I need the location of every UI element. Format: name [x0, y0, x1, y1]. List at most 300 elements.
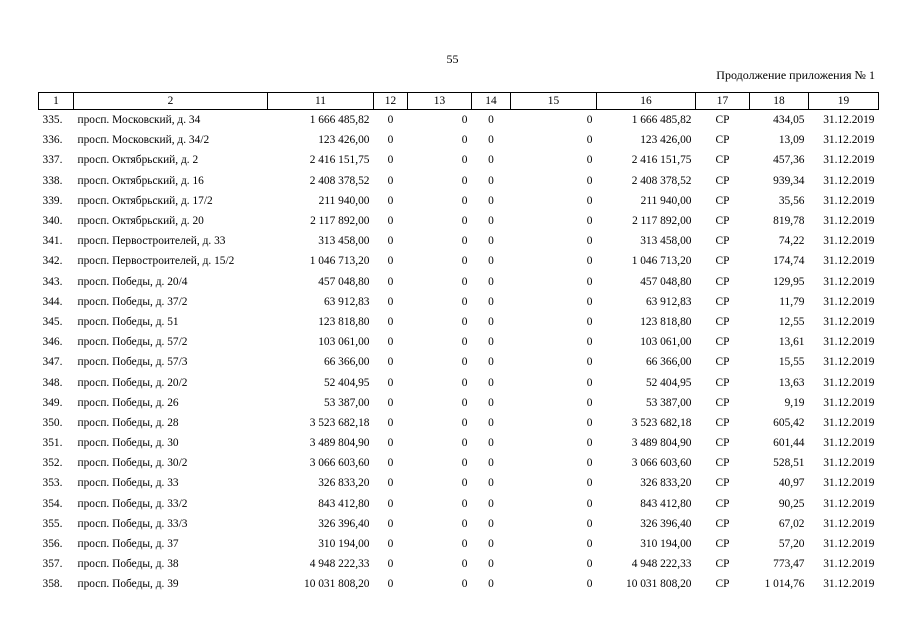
value-cell: 1 666 485,82	[631, 114, 692, 127]
value-cell: 313 458,00	[640, 235, 692, 248]
table-row	[39, 191, 879, 211]
value-cell: 0	[387, 114, 394, 127]
code-cell: СР	[715, 215, 730, 228]
value-cell: 0	[461, 376, 468, 389]
date-cell: 31.12.2019	[823, 437, 875, 450]
table-row	[39, 352, 879, 372]
code-cell: СР	[715, 517, 730, 530]
value-cell: 0	[586, 538, 593, 551]
date-cell: 31.12.2019	[823, 154, 875, 167]
row-number: 356.	[42, 538, 63, 551]
value-cell: 0	[387, 134, 394, 147]
col-header: 18	[750, 93, 809, 110]
table-row	[39, 292, 879, 312]
value-cell: 0	[488, 154, 494, 167]
value-cell: 0	[488, 255, 494, 268]
code-cell: СР	[715, 275, 730, 288]
col-header: 14	[472, 93, 511, 110]
value-cell: 0	[488, 275, 494, 288]
value-cell: 0	[586, 376, 593, 389]
table-row	[39, 211, 879, 231]
value-cell: 0	[387, 154, 394, 167]
value-cell: 0	[586, 578, 593, 591]
address-cell: просп. Октябрьский, д. 20	[77, 215, 204, 228]
value-cell: 4 948 222,33	[309, 558, 370, 571]
value-cell: 0	[586, 558, 593, 571]
value-cell: 0	[387, 416, 394, 429]
value-cell: 0	[387, 578, 394, 591]
code-cell: СР	[715, 336, 730, 349]
row-number: 344.	[42, 295, 63, 308]
value-cell: 0	[387, 558, 394, 571]
table-row	[39, 413, 879, 433]
data-table	[38, 92, 879, 595]
row-number: 337.	[42, 154, 63, 167]
value-cell: 605,42	[773, 416, 805, 429]
table-row	[39, 554, 879, 574]
header-row	[39, 93, 879, 110]
code-cell: СР	[715, 538, 730, 551]
value-cell: 13,63	[778, 376, 805, 389]
value-cell: 0	[488, 134, 494, 147]
col-header: 15	[511, 93, 597, 110]
date-cell: 31.12.2019	[823, 194, 875, 207]
col-header: 11	[268, 93, 374, 110]
col-header: 19	[809, 93, 879, 110]
address-cell: просп. Победы, д. 57/2	[77, 336, 188, 349]
value-cell: 0	[461, 416, 468, 429]
table-row	[39, 231, 879, 251]
code-cell: СР	[715, 114, 730, 127]
value-cell: 0	[461, 235, 468, 248]
value-cell: 0	[586, 517, 593, 530]
address-cell: просп. Первостроителей, д. 33	[77, 235, 226, 248]
table-row	[39, 372, 879, 392]
address-cell: просп. Октябрьский, д. 2	[77, 154, 199, 167]
value-cell: 0	[461, 396, 468, 409]
value-cell: 0	[586, 437, 593, 450]
address-cell: просп. Победы, д. 26	[77, 396, 179, 409]
value-cell: 0	[387, 255, 394, 268]
date-cell: 31.12.2019	[823, 295, 875, 308]
code-cell: СР	[715, 416, 730, 429]
value-cell: 0	[586, 235, 593, 248]
value-cell: 66 366,00	[645, 356, 692, 369]
value-cell: 326 833,20	[318, 477, 370, 490]
code-cell: СР	[715, 437, 730, 450]
date-cell: 31.12.2019	[823, 255, 875, 268]
value-cell: 0	[461, 114, 468, 127]
address-cell: просп. Победы, д. 51	[77, 315, 179, 328]
address-cell: просп. Победы, д. 33/3	[77, 517, 188, 530]
value-cell: 57,20	[778, 538, 805, 551]
address-cell: просп. Московский, д. 34/2	[77, 134, 210, 147]
value-cell: 2 408 378,52	[631, 174, 692, 187]
value-cell: 13,61	[778, 336, 805, 349]
code-cell: СР	[715, 174, 730, 187]
value-cell: 326 396,40	[318, 517, 370, 530]
value-cell: 0	[387, 437, 394, 450]
value-cell: 3 489 804,90	[309, 437, 370, 450]
address-cell: просп. Победы, д. 30/2	[77, 457, 188, 470]
value-cell: 3 066 603,60	[631, 457, 692, 470]
value-cell: 0	[488, 235, 494, 248]
row-number: 351.	[42, 437, 63, 450]
value-cell: 52 404,95	[645, 376, 692, 389]
table-row	[39, 251, 879, 271]
row-number: 347.	[42, 356, 63, 369]
value-cell: 0	[488, 437, 494, 450]
value-cell: 819,78	[773, 215, 805, 228]
value-cell: 0	[387, 174, 394, 187]
value-cell: 0	[387, 497, 394, 510]
value-cell: 0	[461, 538, 468, 551]
value-cell: 0	[488, 376, 494, 389]
value-cell: 0	[586, 315, 593, 328]
value-cell: 0	[586, 336, 593, 349]
row-number: 352.	[42, 457, 63, 470]
value-cell: 0	[387, 235, 394, 248]
value-cell: 0	[586, 215, 593, 228]
row-number: 336.	[42, 134, 63, 147]
date-cell: 31.12.2019	[823, 538, 875, 551]
value-cell: 103 061,00	[640, 336, 692, 349]
value-cell: 0	[488, 477, 494, 490]
value-cell: 123 426,00	[640, 134, 692, 147]
value-cell: 0	[488, 295, 494, 308]
address-cell: просп. Победы, д. 39	[77, 578, 179, 591]
date-cell: 31.12.2019	[823, 578, 875, 591]
page-number: 55	[446, 52, 459, 66]
value-cell: 0	[461, 215, 468, 228]
value-cell: 0	[586, 134, 593, 147]
code-cell: СР	[715, 396, 730, 409]
value-cell: 63 912,83	[645, 295, 692, 308]
table-row	[39, 272, 879, 292]
address-cell: просп. Октябрьский, д. 17/2	[77, 194, 213, 207]
value-cell: 9,19	[784, 396, 805, 409]
address-cell: просп. Московский, д. 34	[77, 114, 201, 127]
code-cell: СР	[715, 295, 730, 308]
table-row	[39, 171, 879, 191]
value-cell: 310 194,00	[640, 538, 692, 551]
value-cell: 0	[387, 275, 394, 288]
value-cell: 0	[488, 336, 494, 349]
address-cell: просп. Первостроителей, д. 15/2	[77, 255, 235, 268]
row-number: 348.	[42, 376, 63, 389]
value-cell: 13,09	[778, 134, 805, 147]
date-cell: 31.12.2019	[823, 376, 875, 389]
code-cell: СР	[715, 154, 730, 167]
date-cell: 31.12.2019	[823, 558, 875, 571]
date-cell: 31.12.2019	[823, 315, 875, 328]
value-cell: 35,56	[778, 194, 805, 207]
value-cell: 326 833,20	[640, 477, 692, 490]
value-cell: 90,25	[778, 497, 805, 510]
address-cell: просп. Победы, д. 57/3	[77, 356, 188, 369]
date-cell: 31.12.2019	[823, 134, 875, 147]
value-cell: 123 426,00	[318, 134, 370, 147]
code-cell: СР	[715, 134, 730, 147]
col-header: 16	[597, 93, 696, 110]
value-cell: 0	[387, 538, 394, 551]
date-cell: 31.12.2019	[823, 215, 875, 228]
row-number: 358.	[42, 578, 63, 591]
code-cell: СР	[715, 558, 730, 571]
date-cell: 31.12.2019	[823, 416, 875, 429]
value-cell: 0	[488, 497, 494, 510]
value-cell: 0	[586, 174, 593, 187]
value-cell: 434,05	[773, 114, 805, 127]
value-cell: 0	[387, 336, 394, 349]
value-cell: 0	[387, 396, 394, 409]
table-row	[39, 453, 879, 473]
col-header: 2	[74, 93, 268, 110]
value-cell: 0	[461, 517, 468, 530]
date-cell: 31.12.2019	[823, 174, 875, 187]
value-cell: 0	[586, 154, 593, 167]
value-cell: 601,44	[773, 437, 805, 450]
table-row	[39, 150, 879, 170]
address-cell: просп. Победы, д. 38	[77, 558, 179, 571]
value-cell: 0	[461, 315, 468, 328]
value-cell: 66 366,00	[323, 356, 370, 369]
code-cell: СР	[715, 255, 730, 268]
value-cell: 12,55	[778, 315, 805, 328]
value-cell: 40,97	[778, 477, 805, 490]
value-cell: 0	[488, 538, 494, 551]
row-number: 355.	[42, 517, 63, 530]
table-row	[39, 534, 879, 554]
value-cell: 3 489 804,90	[631, 437, 692, 450]
value-cell: 1 046 713,20	[631, 255, 692, 268]
value-cell: 0	[586, 396, 593, 409]
value-cell: 3 523 682,18	[631, 416, 692, 429]
value-cell: 0	[488, 558, 494, 571]
row-number: 335.	[42, 114, 63, 127]
table-row	[39, 494, 879, 514]
value-cell: 0	[461, 295, 468, 308]
value-cell: 1 014,76	[764, 578, 805, 591]
value-cell: 1 046 713,20	[309, 255, 370, 268]
value-cell: 0	[586, 295, 593, 308]
value-cell: 310 194,00	[318, 538, 370, 551]
value-cell: 2 408 378,52	[309, 174, 370, 187]
date-cell: 31.12.2019	[823, 396, 875, 409]
value-cell: 0	[387, 477, 394, 490]
date-cell: 31.12.2019	[823, 336, 875, 349]
value-cell: 0	[488, 457, 494, 470]
value-cell: 211 940,00	[640, 194, 692, 207]
value-cell: 3 066 603,60	[309, 457, 370, 470]
address-cell: просп. Победы, д. 20/2	[77, 376, 188, 389]
address-cell: просп. Октябрьский, д. 16	[77, 174, 204, 187]
value-cell: 0	[488, 174, 494, 187]
value-cell: 15,55	[778, 356, 805, 369]
value-cell: 0	[461, 174, 468, 187]
table-row	[39, 393, 879, 413]
value-cell: 2 117 892,00	[632, 215, 692, 228]
row-number: 338.	[42, 174, 63, 187]
value-cell: 0	[488, 114, 494, 127]
value-cell: 0	[387, 356, 394, 369]
value-cell: 53 387,00	[323, 396, 370, 409]
col-header: 1	[39, 93, 74, 110]
value-cell: 0	[461, 477, 468, 490]
value-cell: 326 396,40	[640, 517, 692, 530]
table-row	[39, 473, 879, 493]
value-cell: 0	[461, 336, 468, 349]
address-cell: просп. Победы, д. 20/4	[77, 275, 188, 288]
value-cell: 123 818,80	[318, 315, 370, 328]
value-cell: 123 818,80	[640, 315, 692, 328]
value-cell: 0	[586, 477, 593, 490]
date-cell: 31.12.2019	[823, 114, 875, 127]
value-cell: 3 523 682,18	[309, 416, 370, 429]
value-cell: 843 412,80	[640, 497, 692, 510]
date-cell: 31.12.2019	[823, 457, 875, 470]
value-cell: 0	[387, 215, 394, 228]
row-number: 342.	[42, 255, 63, 268]
value-cell: 843 412,80	[318, 497, 370, 510]
continuation-label: Продолжение приложения № 1	[716, 68, 875, 82]
code-cell: СР	[715, 194, 730, 207]
table-row	[39, 433, 879, 453]
value-cell: 67,02	[778, 517, 805, 530]
value-cell: 2 416 151,75	[309, 154, 370, 167]
value-cell: 939,34	[773, 174, 805, 187]
code-cell: СР	[715, 235, 730, 248]
row-number: 350.	[42, 416, 63, 429]
col-header: 12	[374, 93, 408, 110]
value-cell: 0	[586, 356, 593, 369]
address-cell: просп. Победы, д. 33	[77, 477, 179, 490]
value-cell: 0	[387, 457, 394, 470]
value-cell: 0	[461, 497, 468, 510]
date-cell: 31.12.2019	[823, 356, 875, 369]
value-cell: 103 061,00	[318, 336, 370, 349]
value-cell: 0	[488, 396, 494, 409]
value-cell: 528,51	[773, 457, 805, 470]
value-cell: 0	[461, 356, 468, 369]
value-cell: 0	[461, 558, 468, 571]
value-cell: 0	[586, 275, 593, 288]
value-cell: 0	[387, 295, 394, 308]
value-cell: 0	[387, 194, 394, 207]
value-cell: 53 387,00	[645, 396, 692, 409]
value-cell: 0	[586, 457, 593, 470]
value-cell: 0	[461, 275, 468, 288]
value-cell: 0	[488, 315, 494, 328]
row-number: 339.	[42, 194, 63, 207]
value-cell: 0	[461, 457, 468, 470]
row-number: 353.	[42, 477, 63, 490]
col-header: 17	[696, 93, 750, 110]
row-number: 349.	[42, 396, 63, 409]
value-cell: 457,36	[773, 154, 805, 167]
code-cell: СР	[715, 457, 730, 470]
value-cell: 457 048,80	[640, 275, 692, 288]
value-cell: 0	[586, 194, 593, 207]
col-header: 13	[408, 93, 472, 110]
value-cell: 52 404,95	[323, 376, 370, 389]
value-cell: 129,95	[773, 275, 805, 288]
value-cell: 0	[488, 578, 494, 591]
table-row	[39, 110, 879, 131]
value-cell: 313 458,00	[318, 235, 370, 248]
table-row	[39, 312, 879, 332]
value-cell: 0	[387, 517, 394, 530]
value-cell: 2 416 151,75	[631, 154, 692, 167]
address-cell: просп. Победы, д. 28	[77, 416, 179, 429]
value-cell: 0	[461, 134, 468, 147]
row-number: 340.	[42, 215, 63, 228]
row-number: 357.	[42, 558, 63, 571]
date-cell: 31.12.2019	[823, 275, 875, 288]
address-cell: просп. Победы, д. 37	[77, 538, 179, 551]
value-cell: 0	[488, 416, 494, 429]
value-cell: 457 048,80	[318, 275, 370, 288]
value-cell: 63 912,83	[323, 295, 370, 308]
value-cell: 74,22	[778, 235, 805, 248]
value-cell: 174,74	[773, 255, 805, 268]
value-cell: 4 948 222,33	[631, 558, 692, 571]
code-cell: СР	[715, 356, 730, 369]
date-cell: 31.12.2019	[823, 497, 875, 510]
value-cell: 0	[586, 114, 593, 127]
value-cell: 10 031 808,20	[626, 578, 692, 591]
value-cell: 211 940,00	[318, 194, 370, 207]
value-cell: 0	[488, 215, 494, 228]
value-cell: 0	[461, 437, 468, 450]
value-cell: 0	[461, 255, 468, 268]
value-cell: 0	[461, 194, 468, 207]
value-cell: 0	[387, 315, 394, 328]
code-cell: СР	[715, 477, 730, 490]
code-cell: СР	[715, 497, 730, 510]
code-cell: СР	[715, 376, 730, 389]
code-cell: СР	[715, 578, 730, 591]
value-cell: 0	[488, 517, 494, 530]
row-number: 341.	[42, 235, 63, 248]
table-row	[39, 514, 879, 534]
value-cell: 1 666 485,82	[309, 114, 370, 127]
value-cell: 0	[586, 416, 593, 429]
value-cell: 773,47	[773, 558, 805, 571]
table-row	[39, 574, 879, 594]
address-cell: просп. Победы, д. 33/2	[77, 497, 188, 510]
value-cell: 0	[461, 578, 468, 591]
value-cell: 0	[488, 356, 494, 369]
value-cell: 0	[488, 194, 494, 207]
date-cell: 31.12.2019	[823, 235, 875, 248]
value-cell: 11,79	[779, 295, 805, 308]
value-cell: 0	[586, 255, 593, 268]
row-number: 343.	[42, 275, 63, 288]
row-number: 345.	[42, 315, 63, 328]
value-cell: 2 117 892,00	[310, 215, 370, 228]
value-cell: 10 031 808,20	[304, 578, 370, 591]
date-cell: 31.12.2019	[823, 517, 875, 530]
date-cell: 31.12.2019	[823, 477, 875, 490]
value-cell: 0	[461, 154, 468, 167]
table-body	[39, 110, 879, 595]
row-number: 346.	[42, 336, 63, 349]
address-cell: просп. Победы, д. 30	[77, 437, 179, 450]
row-number: 354.	[42, 497, 63, 510]
code-cell: СР	[715, 315, 730, 328]
value-cell: 0	[387, 376, 394, 389]
